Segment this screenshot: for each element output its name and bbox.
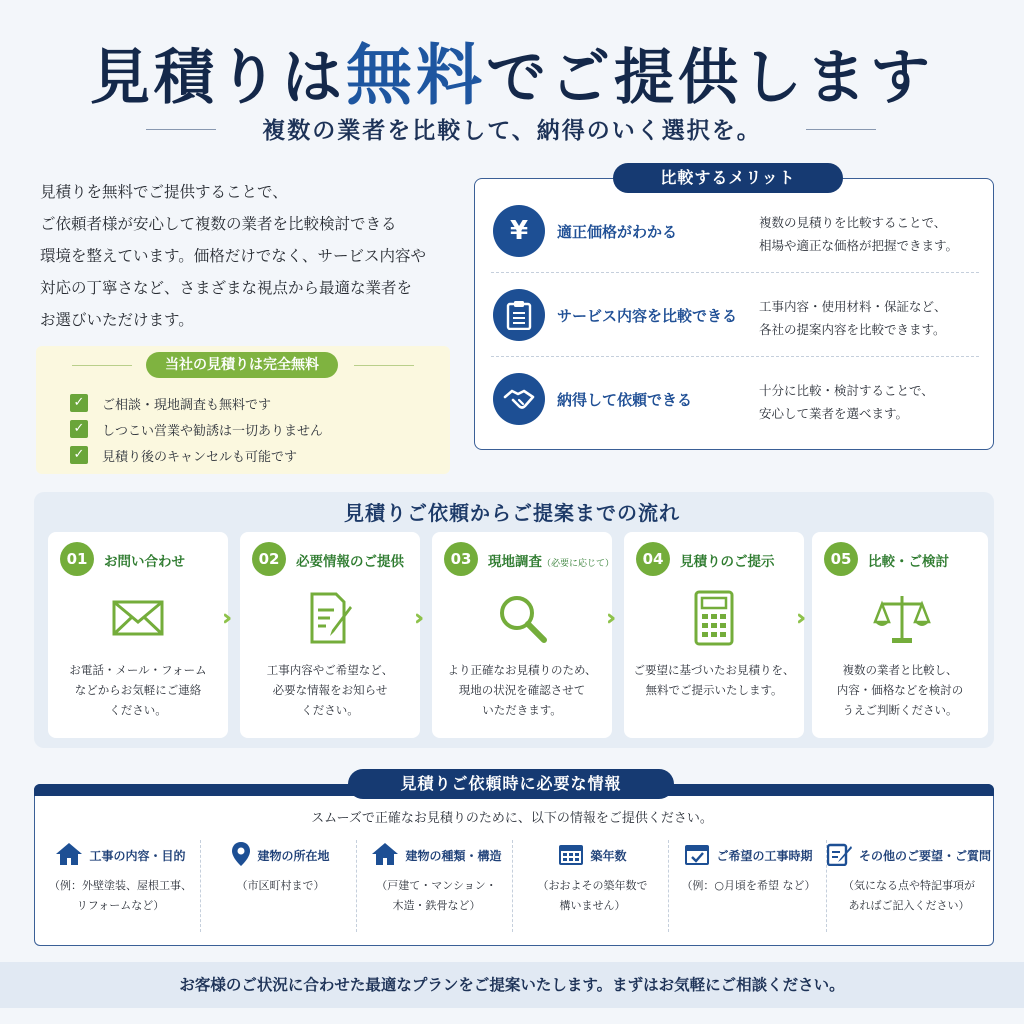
required-item-desc	[670, 876, 827, 896]
list-item	[70, 416, 323, 442]
map-pin-icon	[231, 841, 251, 870]
list-item	[70, 442, 323, 468]
step-desc-line: ください。	[109, 703, 167, 717]
required-desc-line: 木造・鉄骨など）	[392, 899, 481, 912]
step-name: 必要情報のご提供	[296, 554, 404, 570]
merit-desc	[759, 211, 958, 257]
free-box-title: 当社の見積りは完全無料	[146, 352, 338, 378]
step-name: 見積りのご提示	[680, 554, 775, 570]
required-desc-line: （おおよその築年数で	[537, 879, 648, 892]
step-desc-line: より正確なお見積りのため、	[447, 663, 597, 677]
required-item	[42, 840, 199, 932]
required-desc-line: （例：外壁塗装、屋根工事、	[49, 879, 192, 892]
calendar-check-icon	[684, 842, 710, 869]
divider	[491, 272, 979, 273]
required-desc-line: （例：○月頃を希望 など）	[681, 879, 816, 892]
clipboard-icon	[493, 289, 545, 341]
step-name	[488, 550, 614, 570]
required-item-header	[202, 840, 359, 870]
merit-desc-line: 工事内容・使用材料・保証など、	[759, 299, 947, 314]
required-item-desc	[514, 876, 671, 916]
step-number: 05	[824, 542, 858, 576]
step-name-main: 現地調査	[488, 554, 542, 570]
house-icon	[55, 842, 83, 869]
magnifier-icon	[492, 588, 552, 648]
required-desc-line: （市区町村まで）	[236, 879, 325, 892]
required-item	[514, 840, 671, 932]
required-item	[358, 840, 515, 932]
step-desc	[812, 660, 988, 720]
required-item-header	[828, 840, 990, 870]
chevron-right-icon: ››	[414, 606, 417, 631]
required-item-desc	[42, 876, 199, 916]
required-item	[828, 840, 990, 932]
free-estimate-box	[36, 346, 450, 474]
calculator-icon	[684, 588, 744, 648]
step-number: 04	[636, 542, 670, 576]
required-item	[202, 840, 359, 932]
page-title	[0, 22, 1024, 117]
merit-row	[475, 359, 995, 441]
flow-step	[432, 532, 615, 738]
required-item-header	[670, 840, 827, 870]
step-number: 01	[60, 542, 94, 576]
divider	[491, 356, 979, 357]
required-item-desc	[358, 876, 515, 916]
step-name: お問い合わせ	[104, 554, 185, 570]
step-name: 比較・ご検討	[868, 554, 949, 570]
step-desc-line: 現地の状況を確認させて	[458, 683, 586, 697]
step-desc-line: 必要な情報をお知らせ	[272, 683, 388, 697]
divider	[200, 840, 201, 932]
flow-step	[624, 532, 804, 738]
free-box-rule-left	[72, 365, 132, 366]
intro-line: 環境を整えています。価格だけでなく、サービス内容や	[40, 247, 426, 265]
merit-desc	[759, 379, 934, 425]
page-subtitle: 複数の業者を比較して、納得のいく選択を。	[262, 117, 762, 144]
step-desc	[48, 660, 228, 720]
step-desc-line: いただきます。	[482, 703, 562, 717]
required-item-desc	[828, 876, 990, 916]
merit-desc-line: 安心して業者を選べます。	[759, 406, 909, 421]
merit-desc-line: 相場や適正な価格が把握できます。	[759, 238, 959, 253]
required-item-header	[42, 840, 199, 870]
required-item-label: 工事の内容・目的	[89, 848, 186, 863]
checkbox-checked-icon: ✓	[70, 420, 88, 438]
divider	[512, 840, 513, 932]
required-item-label: 建物の種類・構造	[405, 848, 502, 863]
step-name-note: （必要に応じて）	[542, 559, 615, 569]
intro-line: ご依頼者様が安心して複数の業者を比較検討できる	[40, 215, 397, 233]
intro-line: 見積りを無料でご提供することで、	[40, 183, 288, 201]
envelope-icon	[108, 588, 168, 648]
required-desc-line: （気になる点や特記事項が	[843, 879, 975, 892]
required-item-label: 建物の所在地	[257, 848, 330, 863]
intro-line: 対応の丁寧さなど、さまざまな視点から最適な業者を	[40, 279, 413, 297]
chevron-right-icon: ››	[606, 606, 609, 631]
yen-icon: ¥	[493, 205, 545, 257]
step-desc-line: 無料でご提示いたします。	[645, 683, 783, 697]
step-desc	[432, 660, 612, 720]
flow-step	[240, 532, 420, 738]
merits-title: 比較するメリット	[613, 163, 843, 193]
step-desc-line: 内容・価格などを検討の	[836, 683, 964, 697]
merit-row	[475, 275, 995, 357]
required-item-label: 築年数	[590, 848, 627, 863]
step-desc-line: うえご判断ください。	[842, 703, 958, 717]
flow-step	[48, 532, 228, 738]
intro-line: お選びいただけます。	[40, 311, 194, 329]
merit-desc-line: 複数の見積りを比較することで、	[759, 215, 947, 230]
chevron-right-icon: ››	[222, 606, 225, 631]
merit-desc	[759, 295, 947, 341]
house-icon	[371, 842, 399, 869]
free-box-rule-right	[354, 365, 414, 366]
chevron-right-icon: ››	[796, 606, 799, 631]
merit-desc-line: 十分に比較・検討することで、	[759, 383, 934, 398]
merit-row	[475, 191, 995, 273]
required-item-desc	[202, 876, 359, 896]
required-desc-line: あればご記入ください）	[848, 899, 970, 912]
flow-title: 見積りご依頼からご提案までの流れ	[344, 501, 680, 525]
step-desc-line: 複数の業者と比較し、	[842, 663, 958, 677]
title-accent: 無料	[346, 36, 486, 114]
step-desc-line: ください。	[301, 703, 359, 717]
footer-message: お客様のご状況に合わせた最適なプランをご提案いたします。まずはお気軽にご相談ください。	[0, 962, 1024, 1008]
title-pre: 見積りは	[90, 43, 346, 113]
note-pen-icon	[827, 842, 853, 869]
required-item-header	[514, 840, 671, 870]
calendar-icon	[558, 842, 584, 869]
required-item-label: ご希望の工事時期	[716, 848, 813, 863]
step-desc	[624, 660, 804, 700]
free-box-list	[70, 390, 323, 468]
required-item	[670, 840, 827, 932]
merits-panel	[474, 178, 994, 450]
flow-step	[812, 532, 988, 738]
checkbox-checked-icon: ✓	[70, 446, 88, 464]
step-number: 03	[444, 542, 478, 576]
required-item-label: その他のご要望・ご質問	[859, 848, 992, 863]
free-item-label: しつこい営業や勧誘は一切ありません	[102, 423, 324, 439]
checkbox-checked-icon: ✓	[70, 394, 88, 412]
document-pen-icon	[300, 588, 360, 648]
handshake-icon	[493, 373, 545, 425]
merit-label: 納得して依頼できる	[557, 391, 693, 409]
required-info-subtitle: スムーズで正確なお見積りのために、以下の情報をご提供ください。	[311, 811, 713, 826]
required-item-header	[358, 840, 515, 870]
step-desc	[240, 660, 420, 720]
step-desc-line: 工事内容やご希望など、	[266, 663, 394, 677]
merit-label: サービス内容を比較できる	[557, 307, 738, 325]
free-item-label: 見積り後のキャンセルも可能です	[102, 449, 298, 465]
step-desc-line: お電話・メール・フォーム	[69, 663, 207, 677]
divider	[668, 840, 669, 932]
divider	[356, 840, 357, 932]
step-desc-line: ご要望に基づいたお見積りを、	[633, 663, 795, 677]
merit-desc-line: 各社の提案内容を比較できます。	[759, 322, 946, 337]
free-item-label: ご相談・現地調査も無料です	[102, 397, 272, 413]
step-desc-line: などからお気軽にご連絡	[74, 683, 202, 697]
intro-text	[40, 176, 460, 336]
merit-label: 適正価格がわかる	[557, 223, 678, 241]
required-desc-line: リフォームなど）	[76, 899, 165, 912]
list-item	[70, 390, 323, 416]
step-number: 02	[252, 542, 286, 576]
required-desc-line: 構いません）	[559, 899, 626, 912]
title-post: でご提供します	[486, 43, 934, 113]
required-info-title: 見積りご依頼時に必要な情報	[348, 769, 674, 799]
scales-icon	[872, 588, 932, 648]
required-desc-line: （戸建て・マンション・	[376, 879, 497, 892]
